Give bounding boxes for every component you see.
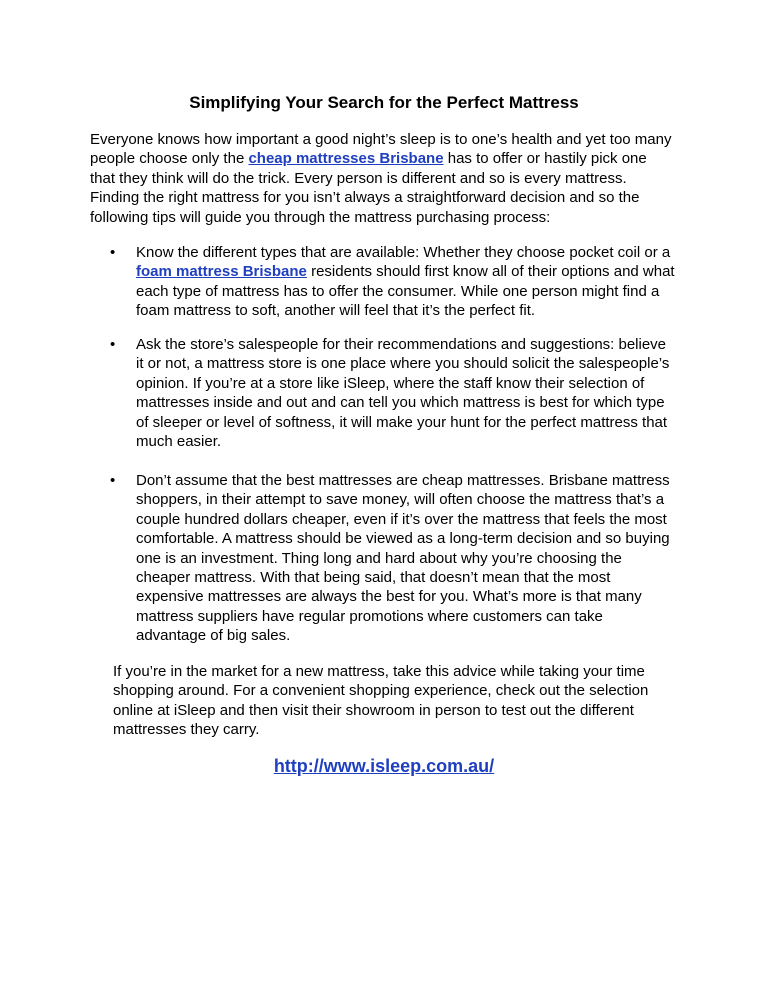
- intro-line: [90, 149, 671, 168]
- isleep-website-link[interactable]: http://www.isleep.com.au/: [273, 756, 495, 776]
- page-title: Simplifying Your Search for the Perfect Mattress: [189, 93, 579, 112]
- bullet-line: Don’t assume that the best mattresses are cheap mattresses. Brisbane mattress: [136, 472, 670, 489]
- bullet-line: expensive mattresses are always the best for you. What’s more is that many: [136, 588, 642, 606]
- bullet-line: much easier.: [136, 433, 222, 451]
- bullet-line: it or not, a mattress store is one place where you should solicit the salespeople’s: [136, 355, 670, 373]
- bullet-line: foam mattress to soft, another will feel that it’s the perfect fit.: [136, 302, 536, 320]
- intro-line: Finding the right mattress for you isn’t always a straightforward decision and so the: [90, 189, 640, 207]
- bullet-line: opinion. If you’re at a store like iSleep, where the staff know their selection of: [136, 374, 645, 392]
- bullet-line: shoppers, in their attempt to save money, will often choose the mattress that’s a: [136, 491, 665, 509]
- bullet-icon: •: [110, 244, 116, 261]
- bullet-line: advantage of big sales.: [136, 627, 291, 645]
- bullet-text-span: residents should first know all of their options and what: [306, 263, 675, 281]
- closing-line: If you’re in the market for a new mattress, take this advice while taking your time: [113, 663, 645, 680]
- bullet-line: comfortable. A mattress should be viewed as a long-term decision and so buying: [136, 530, 670, 548]
- bullet-text: [136, 471, 670, 646]
- bullet-line: [136, 262, 675, 281]
- closing-line: shopping around. For a convenient shopping experience, check out the selection: [113, 682, 649, 700]
- intro-text: people choose only the: [90, 150, 249, 168]
- intro-paragraph: [90, 130, 671, 227]
- bullet-text: [136, 243, 675, 321]
- bullet-line: cheaper mattress. With that being said, that doesn’t mean that the most: [136, 569, 611, 587]
- closing-line: online at iSleep and then visit their showroom in person to test out the different: [113, 701, 634, 719]
- foam-mattress-link[interactable]: foam mattress Brisbane: [136, 263, 307, 281]
- bullet-line: Ask the store’s salespeople for their recommendations and suggestions: believe: [136, 336, 667, 353]
- bullet-line: one is an investment. Thing long and hard about why you’re choosing the: [136, 549, 622, 567]
- bullet-line: couple hundred dollars cheaper, even if it’s over the mattress that feels the most: [136, 510, 667, 528]
- bullet-line: mattress suppliers have regular promotions where customers can take: [136, 607, 603, 625]
- intro-line: following tips will guide you through the mattress purchasing process:: [90, 208, 551, 226]
- bullet-line: Know the different types that are available: Whether they choose pocket coil or a: [136, 244, 671, 261]
- intro-line: that they think will do the trick. Every person is different and so is every mattress.: [90, 169, 627, 187]
- bullet-line: of sleeper or level of softness, it will make your hunt for the perfect mattress that: [136, 413, 668, 431]
- closing-line: mattresses they carry.: [113, 721, 260, 739]
- bullet-line: each type of mattress has to offer the consumer. While one person might find a: [136, 282, 660, 300]
- footer-url-container: [0, 754, 768, 778]
- closing-paragraph: [113, 662, 648, 740]
- bullet-icon: •: [110, 472, 116, 489]
- bullet-text: [136, 335, 669, 451]
- intro-text: has to offer or hastily pick one: [443, 150, 647, 168]
- bullet-icon: •: [110, 336, 116, 353]
- cheap-mattresses-link[interactable]: cheap mattresses Brisbane: [248, 150, 444, 168]
- intro-line: Everyone knows how important a good night’s sleep is to one’s health and yet too many: [90, 131, 672, 148]
- bullet-line: mattresses inside and out and can tell you which mattress is best for which type: [136, 394, 665, 412]
